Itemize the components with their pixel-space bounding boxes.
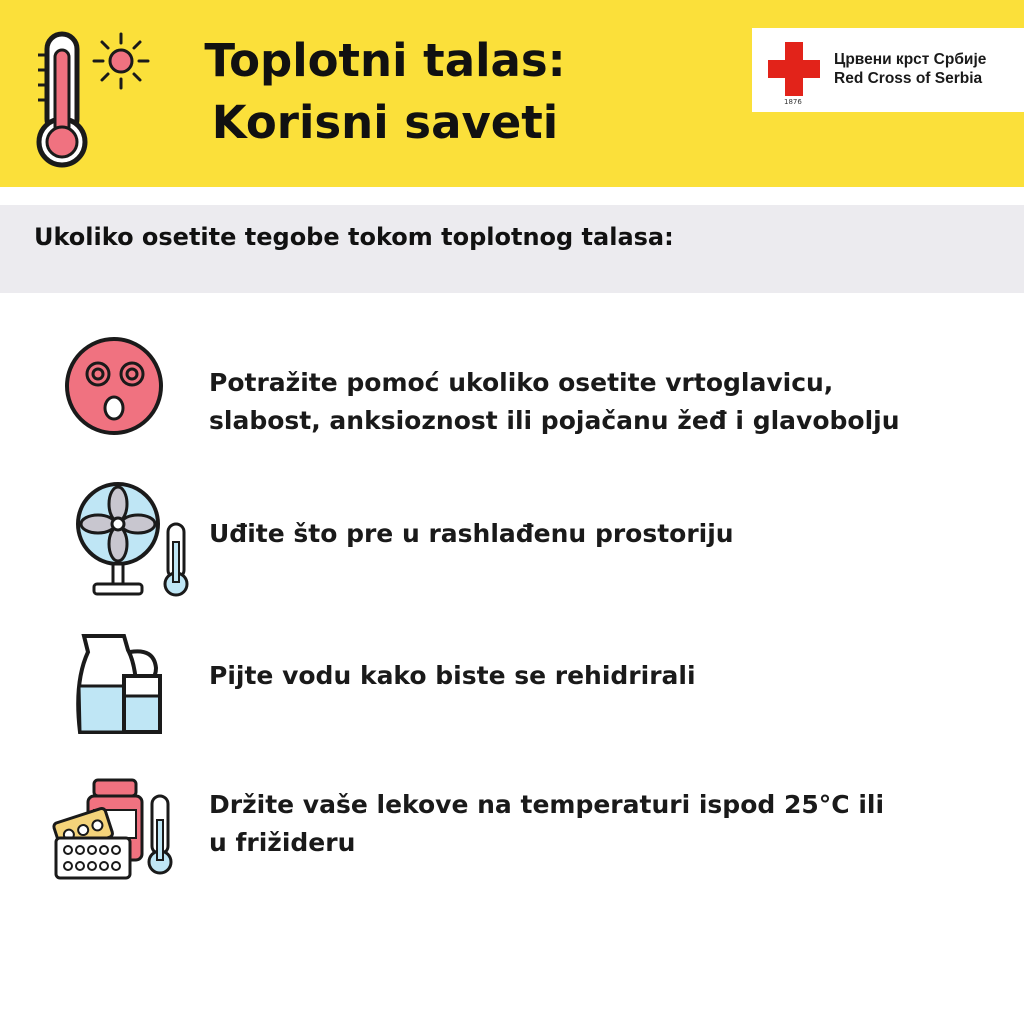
header-banner (0, 0, 1024, 187)
tip-line: u frižideru (209, 828, 356, 857)
sun-icon (90, 30, 152, 92)
logo-year: 1876 (784, 98, 802, 106)
logo-text (834, 50, 986, 88)
tip-line: Potražite pomoć ukoliko osetite vrtoglavicu, (209, 368, 834, 397)
logo-name-cyrillic: Црвени крст Србије (834, 51, 987, 68)
tip-line: slabost, anksioznost ili pojačanu žeđ i glavobolju (209, 406, 900, 435)
tip-line: Uđite što pre u rashlađenu prostoriju (209, 519, 734, 548)
medicine-thermometer-icon (50, 776, 180, 884)
tip-text (209, 364, 900, 440)
tip-text (209, 515, 734, 553)
red-cross-logo (752, 28, 1024, 112)
tip-item-water (0, 632, 1024, 740)
tip-item-dizziness (0, 330, 1024, 440)
tip-text (209, 786, 884, 862)
fan-thermometer-icon (70, 482, 194, 600)
tip-line: Pijte vodu kako biste se rehidrirali (209, 661, 696, 690)
water-jug-glass-icon (70, 632, 170, 738)
intro-text: Ukoliko osetite tegobe tokom toplotnog talasa: (34, 223, 674, 251)
tip-item-cool-room (0, 482, 1024, 602)
page-title (150, 30, 620, 154)
red-cross-icon (768, 42, 820, 96)
title-line-1: Toplotni talas: (204, 34, 566, 87)
tip-line: Držite vaše lekove na temperaturi ispod 25°C ili (209, 790, 885, 819)
title-line-2: Korisni saveti (211, 96, 559, 149)
dizzy-face-icon (62, 334, 166, 438)
tip-text (209, 657, 696, 695)
tip-item-medicine (0, 776, 1024, 886)
logo-name-english: Red Cross of Serbia (834, 70, 983, 87)
